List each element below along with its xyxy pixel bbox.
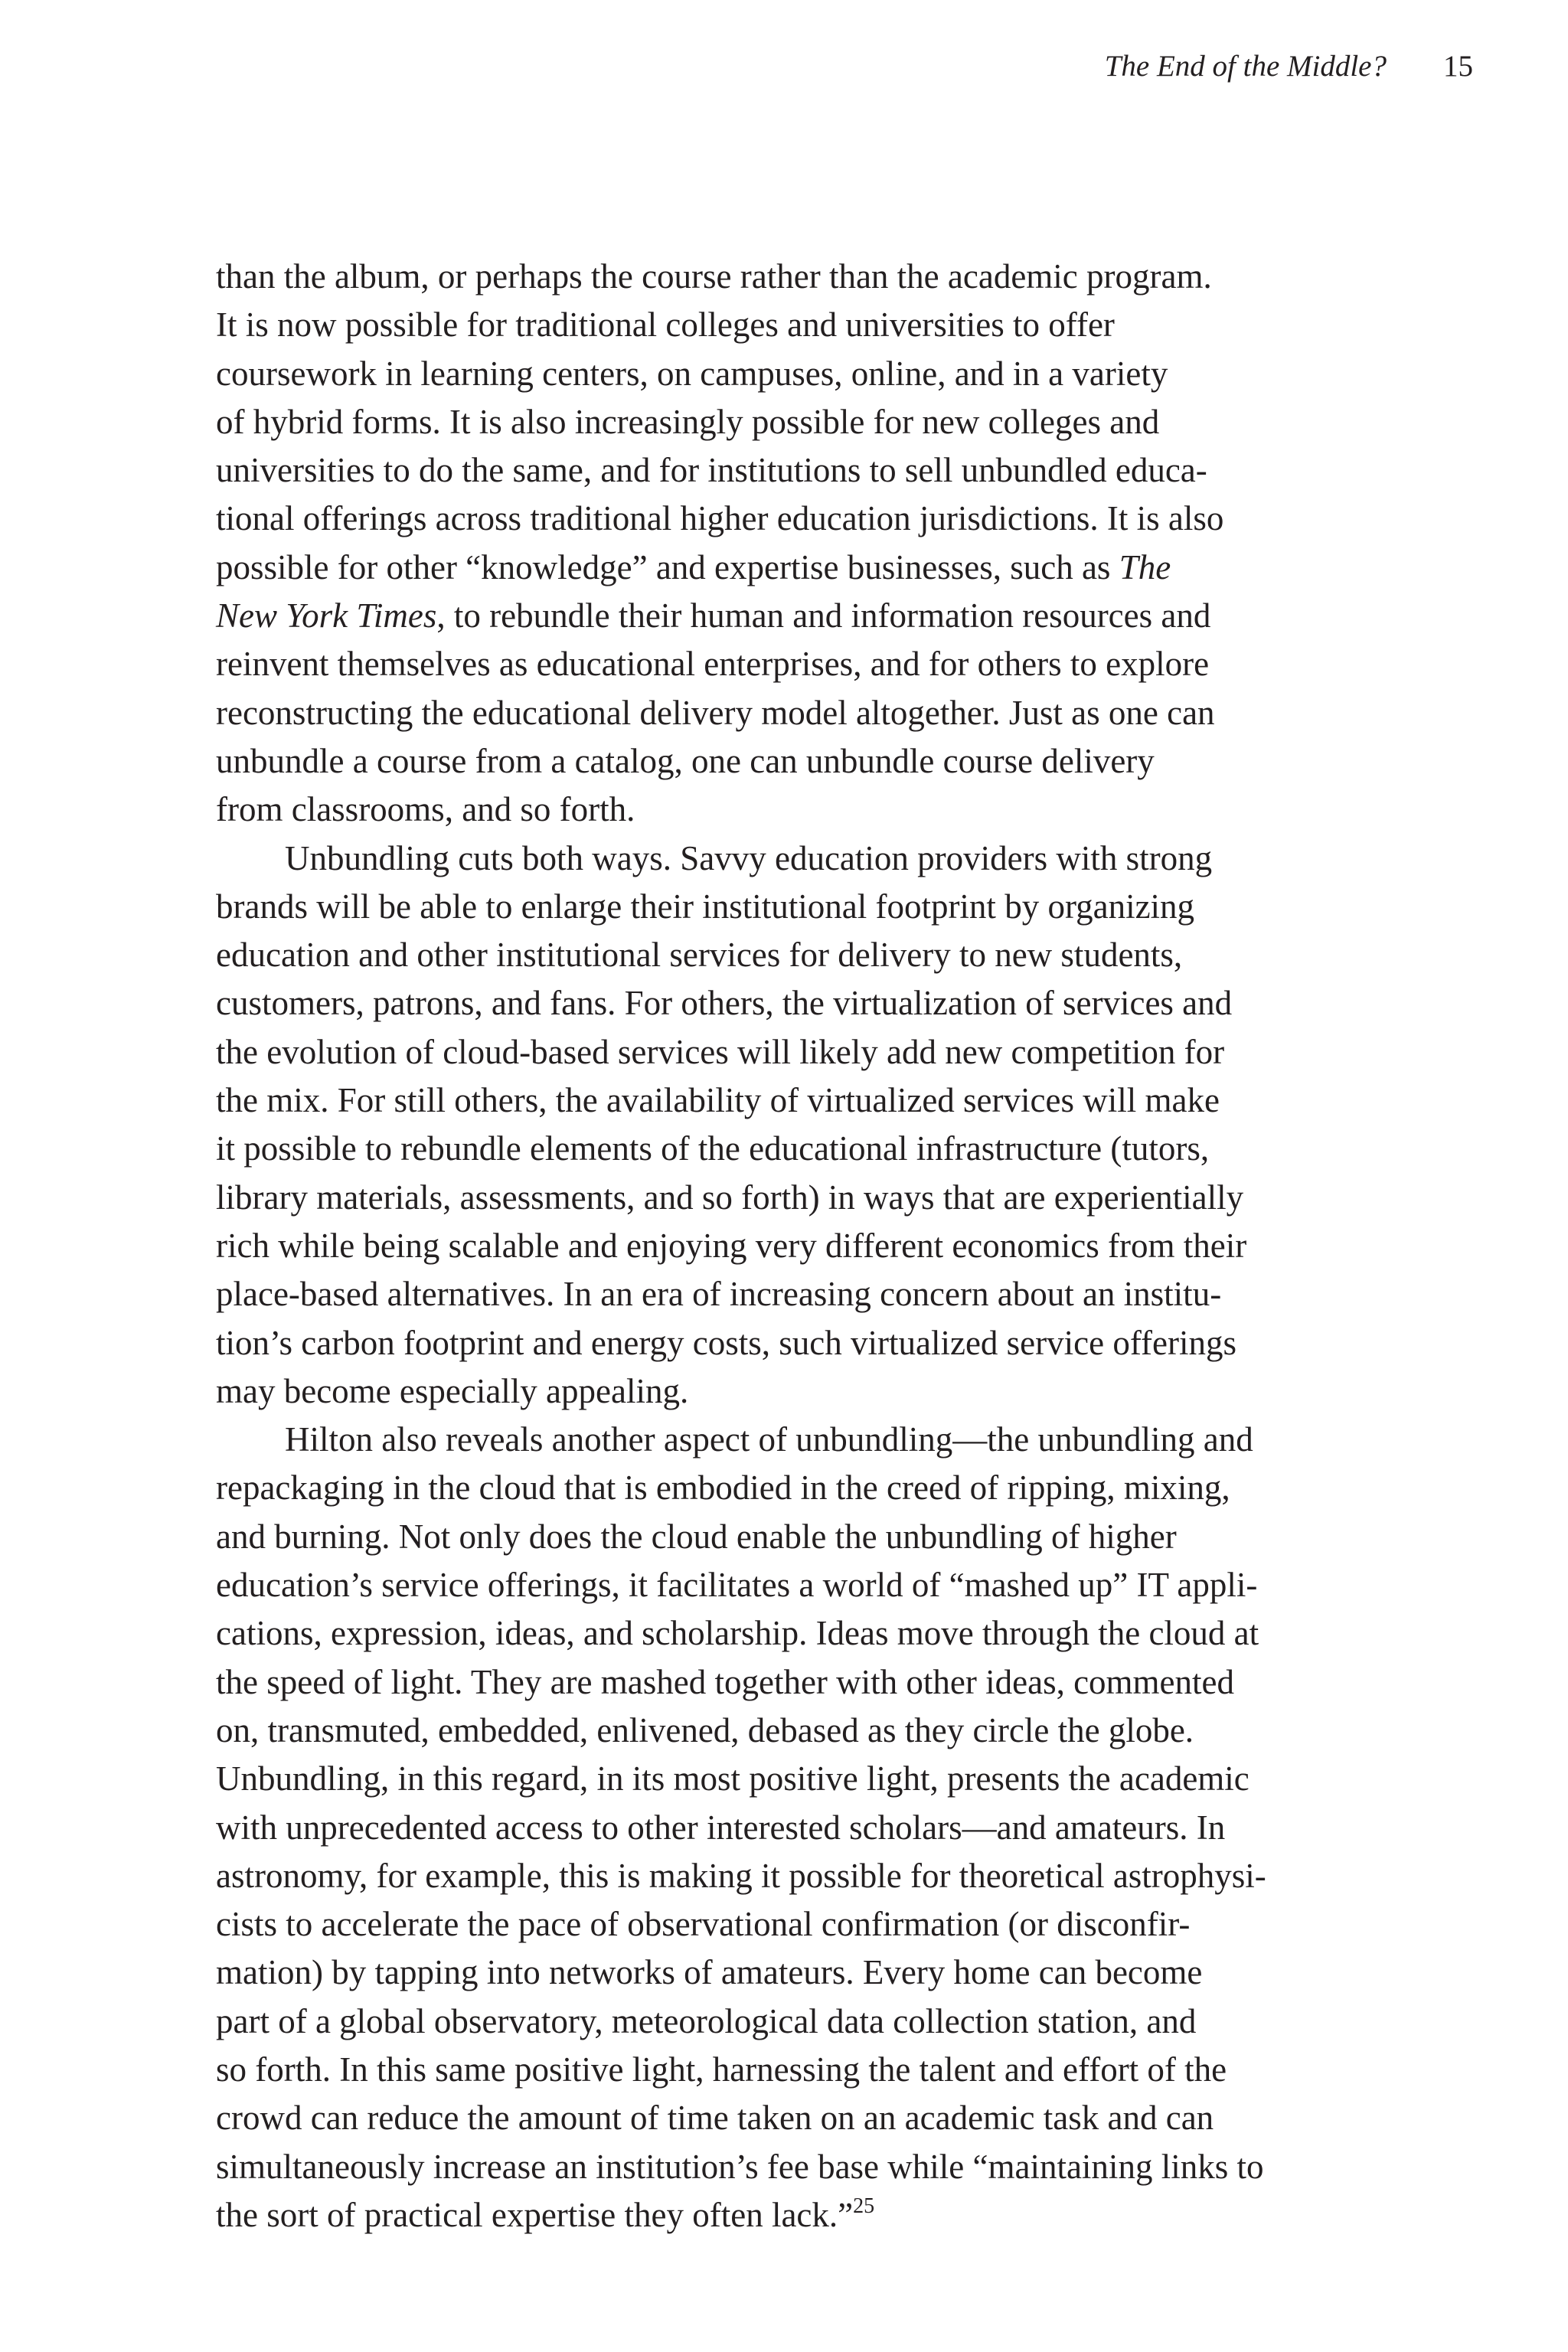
text-segment: , to rebundle their human and information resources and: [436, 596, 1211, 635]
text-line: part of a global observatory, meteorological data collection station, and: [216, 2001, 1197, 2040]
publication-title: The: [1119, 547, 1171, 586]
text-line: simultaneously increase an institution’s fee base while “maintaining links to: [216, 2147, 1264, 2186]
text-line: education’s service offerings, it facilitates a world of “mashed up” IT appli-: [216, 1566, 1258, 1605]
text-line: the speed of light. They are mashed together with other ideas, commented: [216, 1662, 1235, 1701]
text-segment: the sort of practical expertise they often lack.”: [216, 2195, 854, 2234]
page-number: 15: [1443, 50, 1473, 83]
text-line: tional offerings across traditional higher education jurisdictions. It is also: [216, 499, 1224, 538]
text-line: [216, 592, 1349, 640]
text-line: the mix. For still others, the availability of virtualized services will make: [216, 1081, 1220, 1120]
text-line: cations, expression, ideas, and scholarship. Ideas move through the cloud at: [216, 1614, 1259, 1653]
text-line: repackaging in the cloud that is embodied in the creed of ripping, mixing,: [216, 1468, 1230, 1508]
running-title: The End of the Middle?: [1104, 50, 1387, 83]
text-line: and burning. Not only does the cloud enable the unbundling of higher: [216, 1517, 1177, 1556]
text-line: the evolution of cloud-based services will likely add new competition for: [216, 1032, 1225, 1071]
text-line: customers, patrons, and fans. For others, the virtualization of services and: [216, 984, 1233, 1023]
text-line: [216, 2191, 1349, 2239]
text-line: universities to do the same, and for institutions to sell unbundled educa-: [216, 451, 1207, 490]
text-line: than the album, or perhaps the course rather than the academic program.: [216, 257, 1212, 296]
running-head: [1105, 47, 1473, 86]
text-line: cists to accelerate the pace of observational confirmation (or disconfir-: [216, 1905, 1191, 1944]
text-line: from classrooms, and so forth.: [216, 790, 635, 829]
text-line: Unbundling, in this regard, in its most positive light, presents the academic: [216, 1759, 1250, 1798]
text-line: mation) by tapping into networks of amateurs. Every home can become: [216, 1953, 1203, 1992]
text-line: coursework in learning centers, on campuses, online, and in a variety: [216, 354, 1168, 393]
text-line: crowd can reduce the amount of time taken on an academic task and can: [216, 2099, 1214, 2138]
text-line: with unprecedented access to other interested scholars—and amateurs. In: [216, 1808, 1226, 1847]
text-line: may become especially appealing.: [216, 1371, 689, 1410]
text-line: Unbundling cuts both ways. Savvy education providers with strong: [285, 838, 1213, 877]
text-segment: possible for other “knowledge” and expertise businesses, such as: [216, 547, 1119, 586]
text-line: unbundle a course from a catalog, one can unbundle course delivery: [216, 741, 1155, 780]
text-line: education and other institutional services for delivery to new students,: [216, 936, 1183, 975]
text-line: on, transmuted, embedded, enlivened, debased as they circle the globe.: [216, 1710, 1194, 1749]
text-line: [216, 544, 1349, 592]
text-line: so forth. In this same positive light, harnessing the talent and effort of the: [216, 2050, 1227, 2089]
text-line: library materials, assessments, and so forth) in ways that are experientially: [216, 1178, 1244, 1217]
text-line: Hilton also reveals another aspect of unbundling—the unbundling and: [285, 1420, 1253, 1459]
text-line: place-based alternatives. In an era of increasing concern about an institu-: [216, 1275, 1222, 1314]
text-line: reinvent themselves as educational enterprises, and for others to explore: [216, 645, 1210, 684]
publication-title: New York Times: [216, 596, 437, 635]
text-line: it possible to rebundle elements of the educational infrastructure (tutors,: [216, 1129, 1210, 1168]
text-line: It is now possible for traditional colleges and universities to offer: [216, 305, 1115, 345]
text-line: rich while being scalable and enjoying very different economics from their: [216, 1226, 1247, 1265]
text-line: reconstructing the educational delivery model altogether. Just as one can: [216, 693, 1215, 732]
text-line: brands will be able to enlarge their institutional footprint by organizing: [216, 887, 1195, 926]
text-line: tion’s carbon footprint and energy costs, such virtualized service offerings: [216, 1323, 1236, 1362]
text-line: of hybrid forms. It is also increasingly possible for new colleges and: [216, 402, 1160, 441]
footnote-reference[interactable]: 25: [853, 2194, 875, 2218]
body-text: [216, 253, 1349, 2239]
text-line: astronomy, for example, this is making it possible for theoretical astrophysi-: [216, 1856, 1266, 1895]
